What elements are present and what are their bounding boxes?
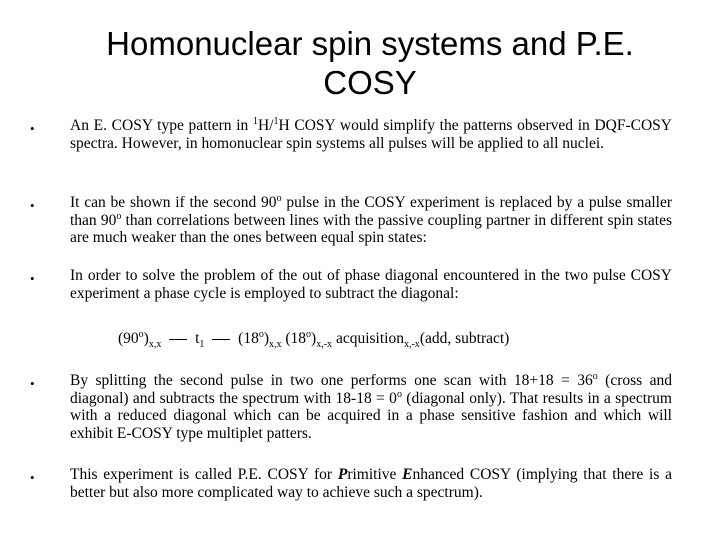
bullet-1: • (30, 121, 35, 136)
bullet-5: • (30, 470, 35, 485)
paragraph-5: This experiment is called P.E. COSY for Primitive Enhanced COSY (implying that there is a better but also more complicated way to achieve such a spectrum). (70, 466, 672, 501)
paragraph-1: An E. COSY type pattern in $^1$H/$^1$H COSY would simplify the patterns observed in DQF-COSY spectra. However, in homonuclear spin systems all pulses will be applied to all nuclei. (70, 115, 672, 152)
paragraph-3: In order to solve the problem of the out of phase diagonal encountered in the two pulse COSY experiment a phase cycle is employed to subtract the diagonal: (70, 267, 672, 302)
title-line-2: COSY (323, 64, 417, 101)
bullet-3: • (30, 271, 35, 286)
sequence-line (169, 339, 187, 340)
bullet-4: • (30, 376, 35, 391)
sequence-line (212, 339, 230, 340)
pulse-sequence-formula: $(90^o)_{x,x}$ $t_1$ $(18^o)_{x,x}$ $(18^o)_{x,-x}$ acquisition$_{x,-x}$(add, subtract) (118, 328, 510, 351)
slide-title (0, 24, 720, 102)
title-line-1: Homonuclear spin systems and P.E. (106, 25, 634, 62)
paragraph-4: By splitting the second pulse in two one performs one scan with $18+18 = 36^o$ (cross and diagonal) and subtracts the spectrum with $18-18 = 0^o$ (diagonal only). That results in a spectrum with a reduced diagonal which can be acquired in a phase sensitive fashion and which will exhibit E-COSY type multiplet patters. (70, 370, 672, 442)
paragraph-2: It can be shown if the second 90$^o$ pulse in the COSY experiment is replaced by a pulse smaller than 90$^o$ than correlations between lines with the passive coupling partner in different spin states are much weaker than the ones between equal spin states: (70, 192, 672, 246)
bullet-2: • (30, 198, 35, 213)
